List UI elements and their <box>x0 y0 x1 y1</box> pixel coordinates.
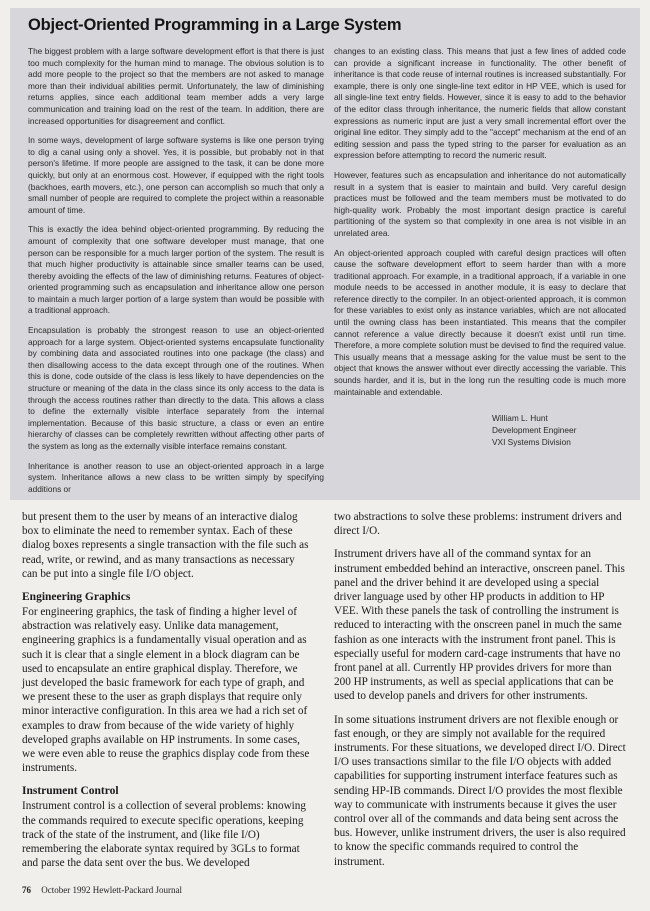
sidebar-paragraph: Inheritance is another reason to use an object-oriented approach in a large system. Inheritance allows a new class to be written simply by specifying additions or <box>28 460 324 494</box>
main-right-column <box>334 510 626 878</box>
body-paragraph: two abstractions to solve these problems: instrument drivers and direct I/O. <box>334 511 622 538</box>
page-number: 76 <box>22 885 31 895</box>
section-heading-engineering-graphics: Engineering Graphics <box>22 591 131 604</box>
author-role: Development Engineer <box>492 425 577 436</box>
author-division: VXI Systems Division <box>492 437 571 448</box>
sidebar-paragraph: An object-oriented approach coupled with careful design practices will often cause the software development effort to seem harder than with a more traditional approach. For example, in a traditional approach, if a variable in one module needs to be accessed in another module, it is easy to declare that reference directly to the compiler. In an object-oriented approach, it is common for these variables to exist only as instance variables, which are not allocated until the owning class has been instantiated. This means that the compiler cannot reference a value directly because it doesn't exist until run time. Therefore, a more complete solution must be devised to find the required value. This usually means that a message asking for the value must be sent to the object that knows the answer without ever directly accessing the variable. This sounds harder, and it is, but in the long run the resulting code is much more maintainable and extendable. <box>334 247 626 397</box>
sidebar-paragraph: In some ways, development of large software systems is like one person trying to dig a canal using only a shovel. Yes, it is possible, but probably not in that person's lifetime. If more people are assigned to the task, it can be done more quickly, but only at an enormous cost. However, if equipped with the right tools (backhoes, earth movers, etc.), one person can accomplish so much that only a small number of people are required to complete the project within a reasonable amount of time. <box>28 135 324 215</box>
sidebar-paragraph: This is exactly the idea behind object-oriented programming. By reducing the amount of complexity that one software developer must manage, that one person can be responsible for a much larger portion of the system. The result is that much higher productivity is attainable since smaller teams can be used, thereby avoiding the effects of the law of diminishing returns. Features of object-oriented programming such as encapsulation and inheritance allow one person to maintain a much larger portion of a large system than would be possible with a traditional approach. <box>28 224 324 316</box>
page-footer <box>22 885 182 895</box>
section-heading-instrument-control: Instrument Control <box>22 785 119 798</box>
author-signature <box>492 412 626 448</box>
sidebar-paragraph: However, features such as encapsulation and inheritance do not automatically result in a system that is easier to maintain and build. Very careful design practices must be followed and the team members must be motivated to do high-quality work. Probably the most important design practice is careful partitioning of the system so that complexity in one area is not visible in an unrelated area. <box>334 169 626 238</box>
sidebar-paragraph: The biggest problem with a large software development effort is that there is just too much complexity for the human mind to manage. The obvious solution is to add more people to the project so that the members are not asked to manage more than their individual abilities permit. Unfortunately, the law of diminishing returns applies, since each additional team member adds a very large communication and training load on the rest of the team. In addition, there are increased opportunities for disagreement and conflict. <box>28 46 324 126</box>
body-paragraph: For engineering graphics, the task of finding a higher level of abstraction was relatively easy. Unlike data management, engineering graphics is a fundamentally visual operation and as such it is clear that a single element in a block diagram can be used to encapsulate an entire graphical display. Therefore, we just developed the basic framework for each type of graph, and we present these to the user as graph displays that require only minor interactive configuration. In this area we had a rich set of examples to draw from because of the wide variety of highly developed graphs available on HP instruments. In some cases, we were even able to reuse the graphics display code from these instruments. <box>22 606 310 775</box>
publication-info: October 1992 Hewlett-Packard Journal <box>41 885 182 895</box>
sidebar-paragraph: Encapsulation is probably the strongest reason to use an object-oriented approach for a large system. Object-oriented systems encapsulate functionality by combining data and associated routines into one package (the class) and then disallowing access to the data except through one of the routines. When this is done, code outside of the class is less likely to have dependencies on the structure or meaning of the data in the class since its only access to the data is through the access routines rather than directly to the data. This allows a class to define the externally visible interface separately from the internal implementation. Because of this basic structure, a class or even an entire hierarchy of classes can be completely rewritten without affecting other parts of the system as long as the externally visible interface remains constant. <box>28 325 324 451</box>
sidebar-left-column <box>28 46 324 503</box>
sidebar-paragraph: changes to an existing class. This means that just a few lines of added code can provide a significant increase in functionality. The other benefit of inheritance is that code reuse of internal routines is increased substantially. For example, there is only one single-line text editor in HP VEE, which is used for all single-line text entry fields. However, since it is easy to add to the behavior of the editor class through inheritance, the numeric fields that allow constant expressions as numeric input are just a very small incremental effort over the original line editor. They simply add to the "accept" mechanism at the end of an editing session and pass the typed string to the parser for evaluation as an expression before attempting to record the numeric result. <box>334 46 626 161</box>
author-name: William L. Hunt <box>492 413 548 424</box>
body-paragraph: Instrument drivers have all of the command syntax for an instrument embedded behind an interactive, onscreen panel. This panel and the driver behind it are developed using a special driver language used by other HP products in addition to HP VEE. With these panels the task of controlling the instrument is reduced to interacting with the onscreen panel in much the same fashion as one interacts with the instrument front panel. This is especially useful for modern card-cage instruments that have no front panel at all. Currently HP provides drivers for more than 200 HP instruments, as well as special applications that can be used to develop panels and drivers for other instruments. <box>334 548 625 703</box>
sidebar-box <box>10 8 640 500</box>
main-left-column <box>22 510 313 879</box>
sidebar-right-column <box>334 46 626 448</box>
body-paragraph: In some situations instrument drivers are not flexible enough or fast enough, or they are simply not available for the required instruments. For these situations, we developed direct I/O. Direct I/O uses transactions similar to the file I/O objects with added capabilities for supporting instrument interface features such as sending HP-IB commands. Direct I/O provides the most flexible way to communicate with instruments because it gives the user control over all of the commands and data being sent across the bus. However, unlike instrument drivers, the user is also required to know the specific commands required to control the instrument. <box>334 713 626 868</box>
sidebar-title: Object-Oriented Programming in a Large System <box>28 16 402 34</box>
body-paragraph: Instrument control is a collection of several problems: knowing the commands required to execute specific operations, keeping track of the state of the instrument, and (like file I/O) remembering the elaborate syntax required by 3GLs to format and parse the data sent over the bus. We developed <box>22 800 306 870</box>
body-paragraph: but present them to the user by means of an interactive dialog box to eliminate the need to remember syntax. Each of these dialog boxes represents a single transaction with the file such as read, write, or rewind, and as many transactions as necessary can be put into a single file I/O object. <box>22 511 309 580</box>
